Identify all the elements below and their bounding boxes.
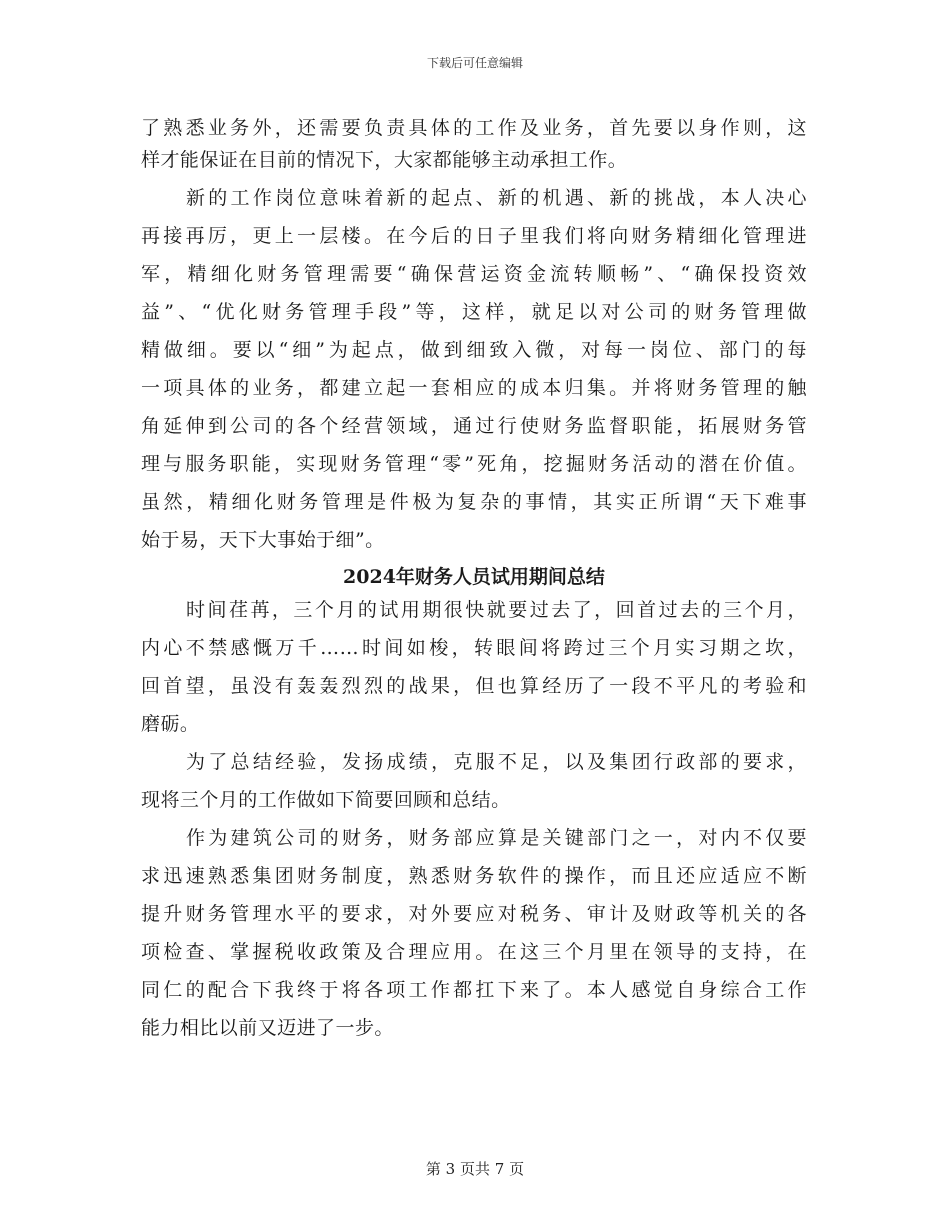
text-line: 回首望，虽没有轰轰烈烈的战果，但也算经历了一段不平凡的考验和 (141, 675, 807, 697)
text-line: 始于易，天下大事始于细”。 (141, 529, 385, 551)
text-line: 同仁的配合下我终于将各项工作都扛下来了。本人感觉自身综合工作 (141, 979, 807, 1001)
text-line: 磨砺。 (141, 713, 200, 735)
text-line: 虽然，精细化财务管理是件极为复杂的事情，其实正所谓“天下难事 (141, 491, 807, 513)
text-line: 了熟悉业务外，还需要负责具体的工作及业务，首先要以身作则，这 (141, 117, 807, 139)
text-line: 军，精细化财务管理需要“确保营运资金流转顺畅”、“确保投资效 (141, 263, 807, 285)
text-line: 项检查、掌握税收政策及合理应用。在这三个月里在领导的支持，在 (141, 941, 807, 963)
text-line: 求迅速熟悉集团财务制度，熟悉财务软件的操作，而且还应适应不断 (141, 865, 807, 887)
text-line: 益”、“优化财务管理手段”等，这样，就足以对公司的财务管理做 (141, 301, 807, 323)
paragraph (141, 746, 807, 816)
text-line: 精做细。要以“细”为起点，做到细致入微，对每一岗位、部门的每 (141, 339, 807, 361)
text-line: 内心不禁感慨万千……时间如梭，转眼间将跨过三个月实习期之坎， (141, 637, 807, 659)
text-line: 角延伸到公司的各个经营领域，通过行使财务监督职能，拓展财务管 (141, 415, 807, 437)
text-line: 样才能保证在目前的情况下，大家都能够主动承担工作。 (141, 149, 628, 171)
page-footer: 第 3 页共 7 页 (425, 1160, 525, 1178)
paragraph (141, 822, 807, 1044)
text-line: 新的工作岗位意味着新的起点、新的机遇、新的挑战，本人决心 (186, 187, 807, 209)
paragraph (141, 182, 807, 556)
paragraph (141, 594, 807, 740)
text-line: 理与服务职能，实现财务管理“零”死角，挖掘财务活动的潜在价值。 (141, 453, 807, 475)
text-line: 作为建筑公司的财务，财务部应算是关键部门之一，对内不仅要 (186, 827, 807, 849)
text-line: 能力相比以前又迈进了一步。 (141, 1017, 394, 1039)
text-line: 一项具体的业务，都建立起一套相应的成本归集。并将财务管理的触 (141, 377, 807, 399)
section-title: 2024年财务人员试用期间总结 (343, 566, 605, 588)
text-line: 为了总结经验，发扬成绩，克服不足，以及集团行政部的要求， (186, 751, 807, 773)
paragraph (141, 112, 807, 176)
text-line: 时间荏苒，三个月的试用期很快就要过去了，回首过去的三个月， (186, 599, 807, 621)
page-header: 下载后可任意编辑 (426, 56, 523, 70)
text-line: 再接再厉，更上一层楼。在今后的日子里我们将向财务精细化管理进 (141, 225, 807, 247)
text-line: 现将三个月的工作做如下简要回顾和总结。 (141, 789, 511, 811)
document-body (141, 112, 807, 1044)
text-line: 提升财务管理水平的要求，对外要应对税务、审计及财政等机关的各 (141, 903, 807, 925)
